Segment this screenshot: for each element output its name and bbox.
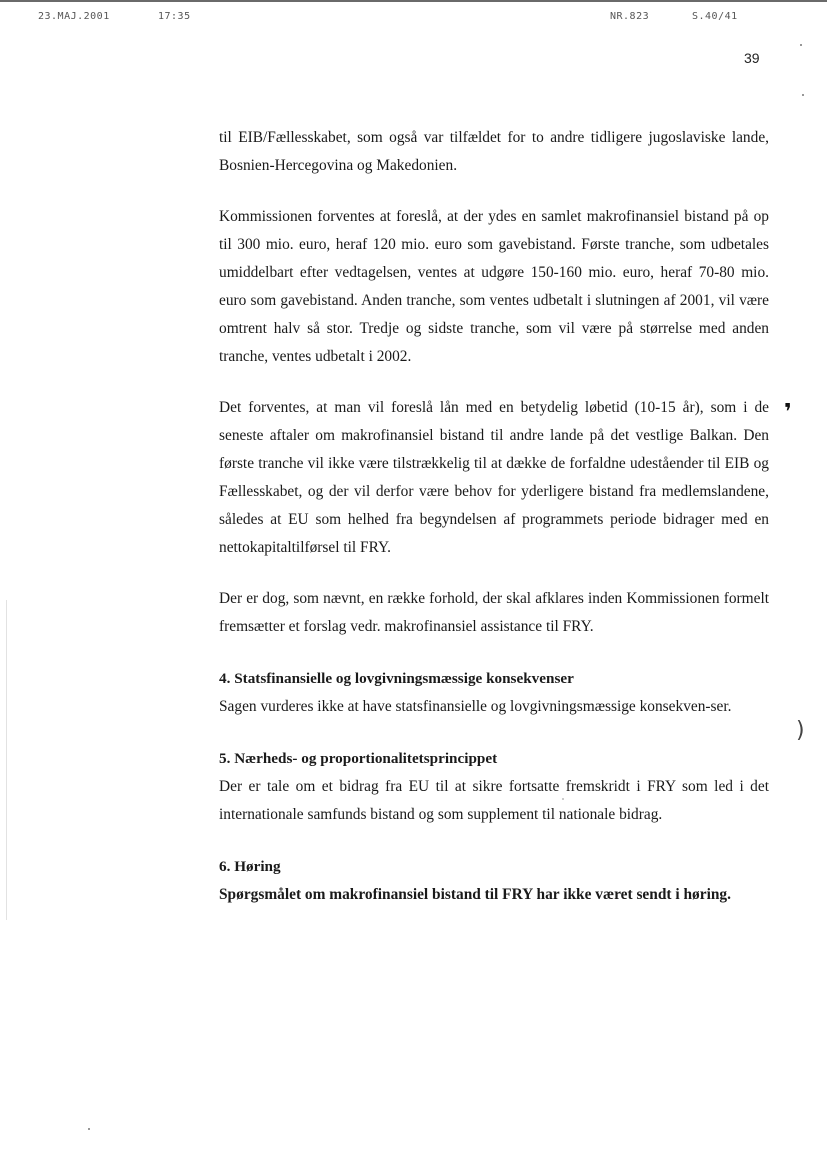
scan-speck: [562, 798, 564, 800]
paragraph: Kommissionen forventes at foreslå, at der ydes en samlet makrofinansiel bistand på op til 300 mio. euro, heraf 120 mio. euro som gavebistand. Første tranche, som udbetales umiddelbart efter vedtagelsen, ventes at udgøre 150-160 mio. euro, heraf 70-80 mio. euro som gavebistand. Anden tranche, som ventes udbetalt i slutningen af 2001, vil være omtrent halv så stor. Tredje og sidste tranche, som vil være på størrelse med anden tranche, ventes udbetalt i 2002.: [219, 208, 769, 365]
document-body: [219, 124, 769, 909]
bracket-mark-icon: ): [796, 718, 805, 743]
section-heading: 4. Statsfinansielle og lovgivningsmæssige konsekvenser: [219, 670, 574, 687]
scan-speck: [88, 1128, 90, 1130]
scan-mark-icon: ❜: [784, 400, 792, 425]
fax-time: 17:35: [158, 11, 191, 22]
scan-speck: [802, 94, 804, 96]
margin-line: [6, 600, 7, 920]
section-heading: 6. Høring: [219, 858, 281, 875]
paragraph: Der er dog, som nævnt, en række forhold, der skal afklares inden Kommissionen formelt fremsætter et forslag vedr. makrofinansiel assistance til FRY.: [219, 590, 769, 635]
section-body: Sagen vurderes ikke at have statsfinansielle og lovgivningsmæssige konsekven-ser.: [219, 698, 732, 715]
section-body: Der er tale om et bidrag fra EU til at sikre fortsatte fremskridt i FRY som led i det internationale samfunds bistand og som supplement til nationale bidrag.: [219, 778, 769, 823]
page-number: 39: [744, 50, 760, 66]
fax-page-count: S.40/41: [692, 11, 738, 22]
paragraph: til EIB/Fællesskabet, som også var tilfældet for to andre tidligere jugoslaviske lande, Bosnien-Hercegovina og Makedonien.: [219, 129, 769, 174]
paragraph: Det forventes, at man vil foreslå lån med en betydelig løbetid (10-15 år), som i de seneste aftaler om makrofinansiel bistand til andre lande på det vestlige Balkan. Den første tranche vil ikke være tilstrækkelig til at dække de forfaldne udeståender til EIB og Fællesskabet, og der vil derfor være behov for yderligere bistand fra medlemslandene, således at EU som helhed fra begyndelsen af programmets periode bidrager med en nettokapitaltilførsel til FRY.: [219, 399, 769, 556]
scan-speck: [800, 44, 802, 46]
fax-date: 23.MAJ.2001: [38, 11, 110, 22]
fax-header: [0, 0, 827, 26]
fax-number: NR.823: [610, 11, 650, 22]
section-heading: 5. Nærheds- og proportionalitetsprincippet: [219, 750, 498, 767]
section-body: Spørgsmålet om makrofinansiel bistand til FRY har ikke været sendt i høring.: [219, 886, 731, 903]
